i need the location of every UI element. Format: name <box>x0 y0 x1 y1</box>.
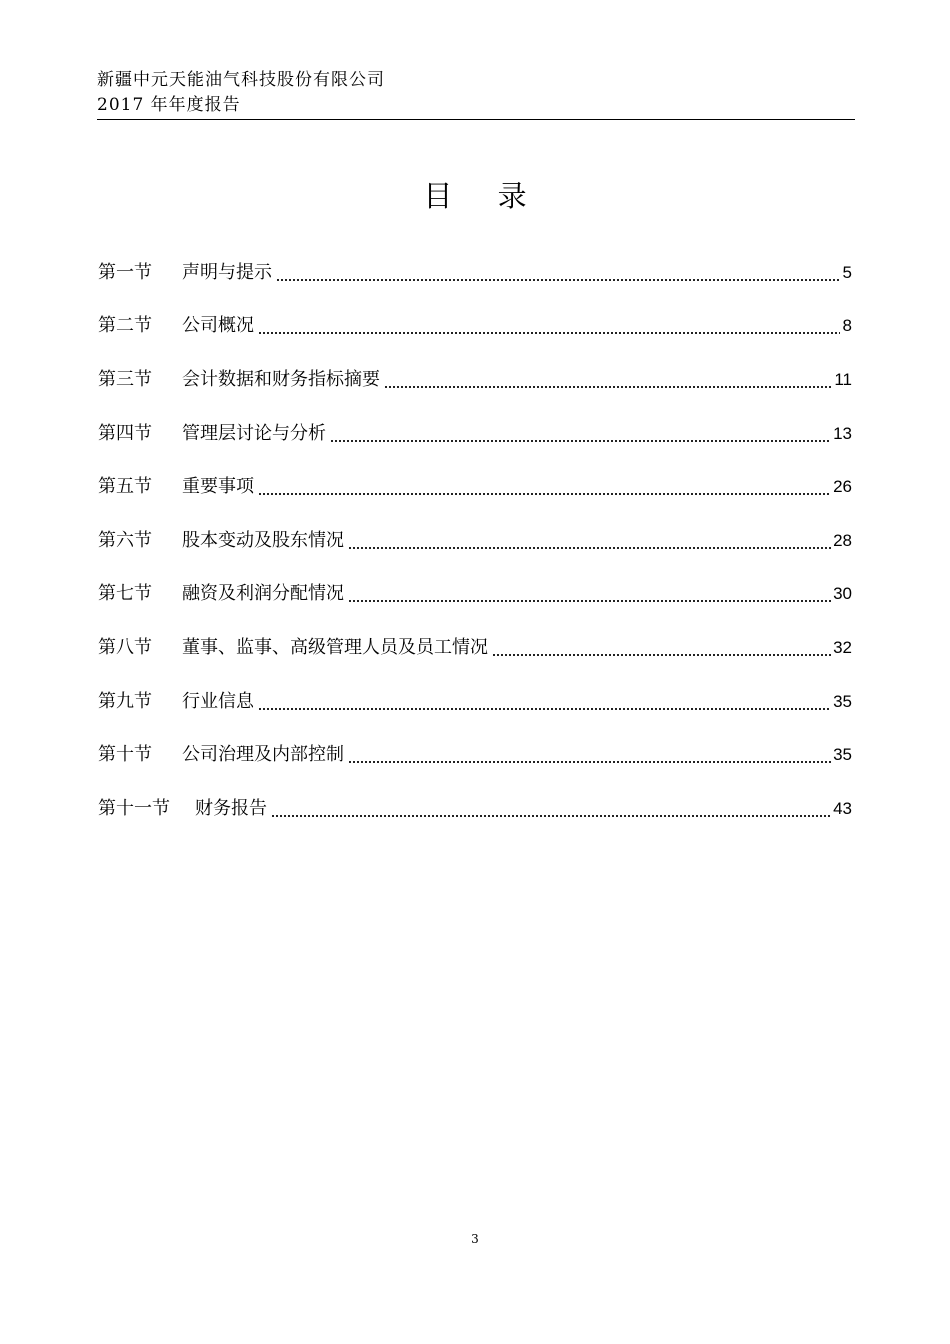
toc-title: 目 录 <box>423 179 545 213</box>
toc-entry[interactable] <box>98 460 852 514</box>
toc-section-number: 第八节 <box>98 636 152 658</box>
footer-page-number: 3 <box>471 1232 479 1246</box>
toc-heading: 财务报告 <box>195 797 267 819</box>
toc-entry[interactable] <box>98 782 852 836</box>
toc-section-number: 第三节 <box>98 368 152 390</box>
toc-dot-leader <box>271 792 831 826</box>
toc-heading: 声明与提示 <box>182 261 272 283</box>
toc-dot-leader <box>348 524 831 558</box>
toc-section-number: 第一节 <box>98 261 152 283</box>
page-header <box>97 68 854 118</box>
header-divider <box>97 119 855 120</box>
toc-dot-leader <box>276 256 840 290</box>
toc-section-number: 第五节 <box>98 476 152 498</box>
toc-page-number: 13 <box>833 423 852 443</box>
toc-dot-leader <box>348 577 831 611</box>
toc-entry[interactable] <box>98 568 852 622</box>
toc-entry[interactable] <box>98 675 852 729</box>
toc-section-number: 第二节 <box>98 315 152 337</box>
toc-page-number: 5 <box>842 262 852 282</box>
toc-dot-leader <box>330 417 831 451</box>
toc-section-number: 第十节 <box>98 744 152 766</box>
toc-entry[interactable] <box>98 514 852 568</box>
toc-heading: 管理层讨论与分析 <box>182 422 326 444</box>
toc-entry[interactable] <box>98 621 852 675</box>
toc-heading: 股本变动及股东情况 <box>182 529 344 551</box>
toc-entry[interactable] <box>98 300 852 354</box>
toc-page-number: 11 <box>834 369 852 389</box>
toc-section-number: 第九节 <box>98 690 152 712</box>
toc-page-number: 43 <box>833 798 852 818</box>
toc-heading: 融资及利润分配情况 <box>182 583 344 605</box>
toc-heading: 行业信息 <box>182 690 254 712</box>
toc-dot-leader <box>492 631 831 665</box>
toc-entry[interactable] <box>98 246 852 300</box>
toc-section-number: 第六节 <box>98 529 152 551</box>
toc-heading: 会计数据和财务指标摘要 <box>182 368 380 390</box>
toc-page-number: 32 <box>833 637 852 657</box>
toc-section-number: 第四节 <box>98 422 152 444</box>
toc-heading: 重要事项 <box>182 476 254 498</box>
toc-entry[interactable] <box>98 353 852 407</box>
toc-page-number: 8 <box>842 316 852 336</box>
toc-dot-leader <box>258 685 831 719</box>
toc-page-number: 28 <box>833 530 852 550</box>
toc-section-number: 第七节 <box>98 583 152 605</box>
toc-dot-leader <box>258 309 840 343</box>
toc-page-number: 35 <box>833 745 852 765</box>
toc-entry[interactable] <box>98 728 852 782</box>
toc-heading: 公司概况 <box>182 315 254 337</box>
toc-page-number: 30 <box>833 584 852 604</box>
toc-dot-leader <box>348 738 831 772</box>
toc-dot-leader <box>384 363 832 397</box>
header-report-title: 2017 年年度报告 <box>97 95 241 115</box>
table-of-contents <box>98 246 852 836</box>
toc-section-number: 第十一节 <box>98 797 170 819</box>
toc-entry[interactable] <box>98 407 852 461</box>
toc-page-number: 26 <box>833 477 852 497</box>
header-company-name: 新疆中元天能油气科技股份有限公司 <box>97 70 385 90</box>
toc-heading: 董事、监事、高级管理人员及员工情况 <box>182 636 488 658</box>
toc-heading: 公司治理及内部控制 <box>182 744 344 766</box>
toc-page-number: 35 <box>833 691 852 711</box>
toc-dot-leader <box>258 470 831 504</box>
